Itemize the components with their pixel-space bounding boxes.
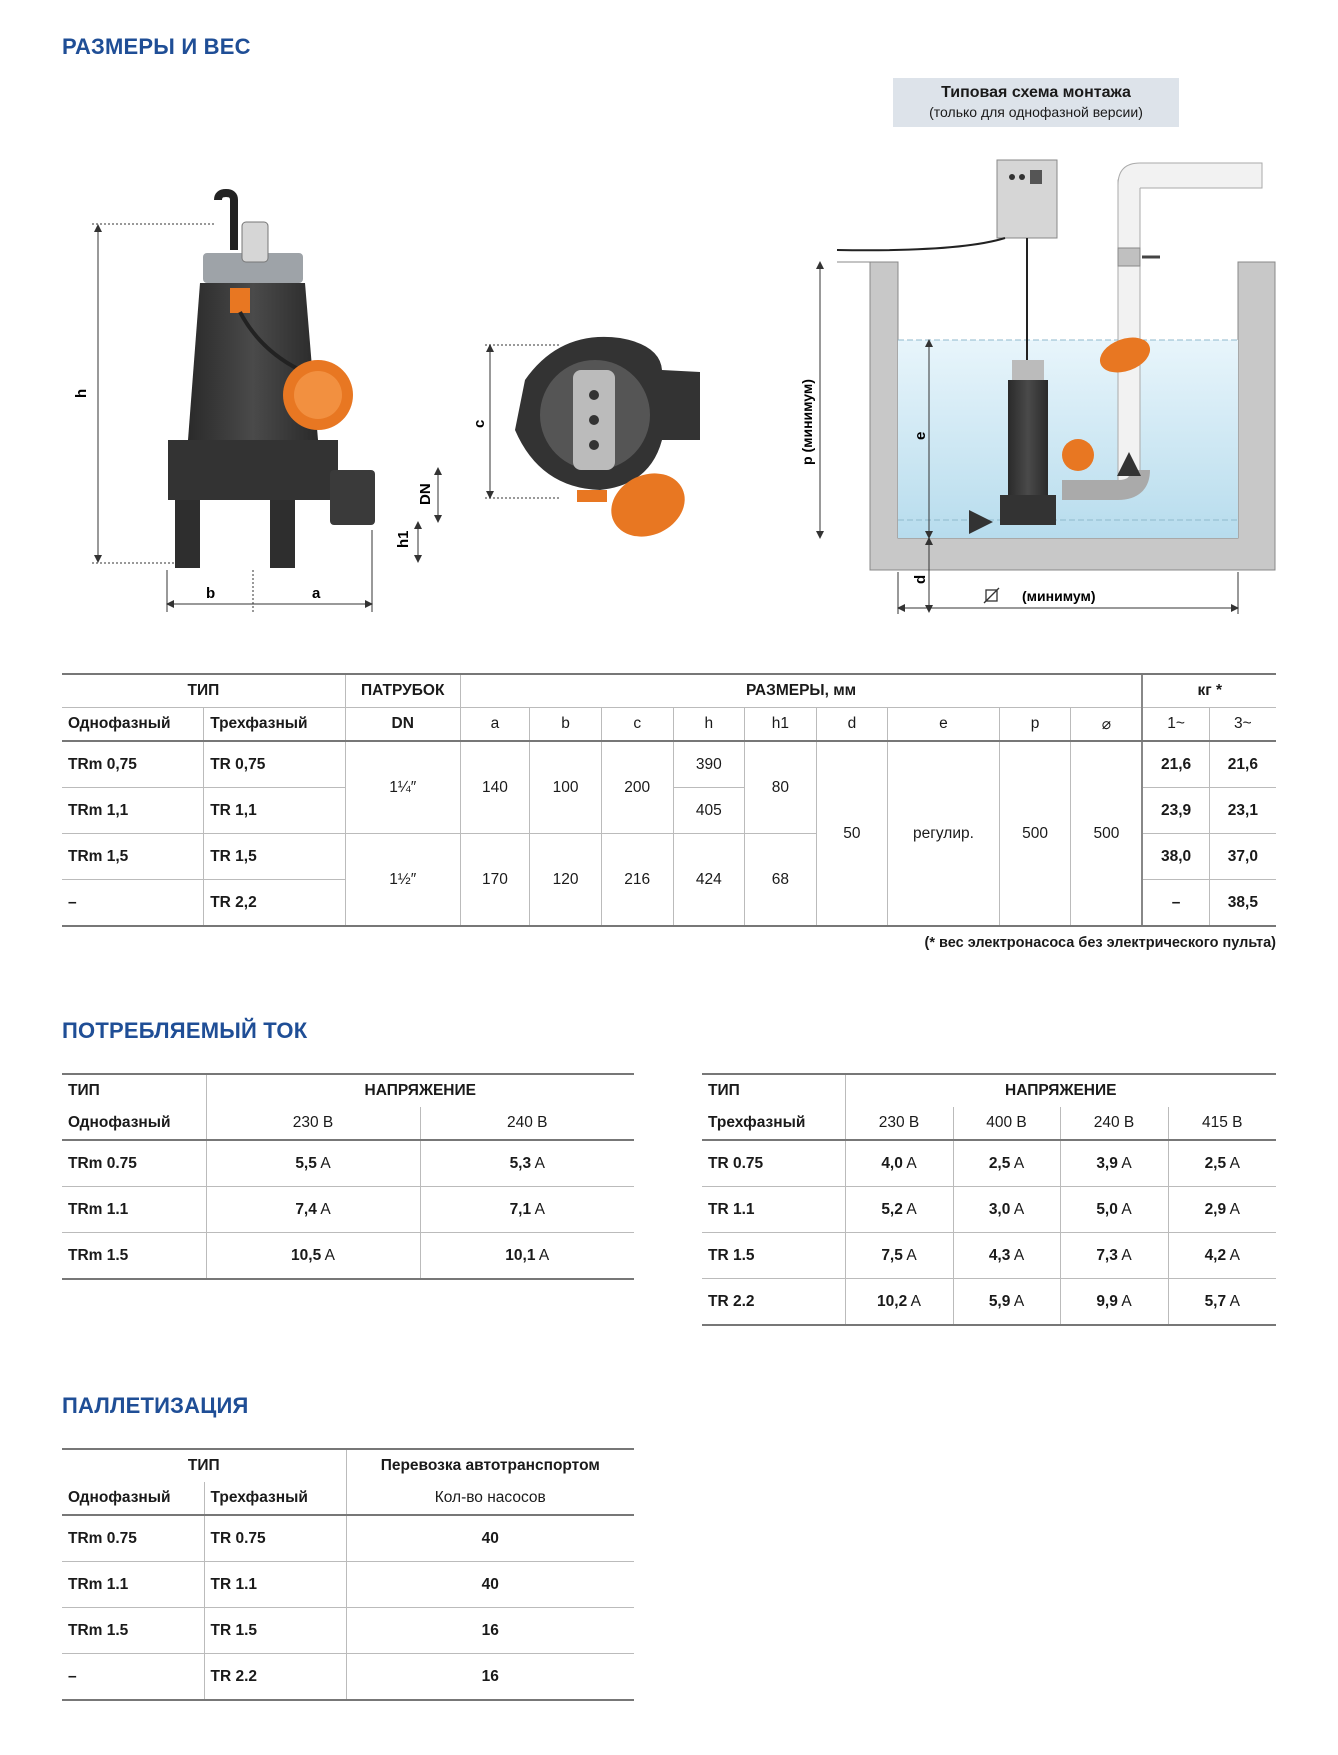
table-row [702, 1187, 1276, 1233]
table-row [62, 1515, 634, 1562]
model-name: TR 2.2 [702, 1279, 845, 1326]
hdr-col-p: p [999, 708, 1071, 742]
hdr-three: Трехфазный [702, 1107, 845, 1140]
current-number: 7,3 [1096, 1246, 1118, 1264]
model-single: TRm 1,5 [62, 834, 204, 880]
hdr-v415: 415 В [1168, 1107, 1276, 1140]
hdr-kg-single: 1~ [1142, 708, 1209, 742]
pump-top-view [515, 337, 700, 548]
current-number: 10,1 [505, 1246, 536, 1264]
hdr-col-d: d [816, 708, 888, 742]
cell-diameter: 500 [1071, 741, 1143, 926]
cell-b: 120 [530, 834, 602, 927]
current-number: 2,9 [1204, 1200, 1227, 1218]
current-three-phase-table [702, 1073, 1276, 1326]
install-scheme-subtitle: (только для однофазной версии) [929, 104, 1143, 120]
weight-footnote: (* вес электронасоса без электрического пульта) [924, 935, 1276, 951]
model-name: TRm 1.5 [62, 1233, 206, 1280]
current-number: 5,0 [1096, 1200, 1118, 1218]
hdr-type: ТИП [62, 674, 345, 708]
hdr-col-h1: h1 [745, 708, 817, 742]
pump-side-view [168, 193, 375, 568]
cell-e: регулир. [888, 741, 1000, 926]
cell-h: 424 [673, 834, 745, 927]
hdr-three: Трехфазный [204, 708, 346, 742]
current-unit: A [1121, 1292, 1132, 1310]
hdr-v240: 240 В [1060, 1107, 1168, 1140]
hdr-v400: 400 В [953, 1107, 1060, 1140]
table-row [62, 1187, 634, 1233]
hdr-type: ТИП [62, 1449, 346, 1482]
model-single: TRm 1.5 [62, 1608, 204, 1654]
current-unit: A [906, 1246, 917, 1264]
model-name: TR 1.5 [702, 1233, 845, 1279]
hdr-transport: Перевозка автотранспортом [346, 1449, 634, 1482]
current-unit: A [1229, 1246, 1240, 1264]
label-h: h [73, 388, 90, 398]
hdr-qty: Кол-во насосов [346, 1482, 634, 1515]
current-value [953, 1140, 1060, 1187]
current-unit: A [320, 1154, 331, 1172]
table-row [62, 1654, 634, 1701]
label-d: d [912, 574, 929, 584]
current-unit: A [324, 1246, 335, 1264]
hdr-col-diameter: ⌀ [1071, 708, 1143, 742]
current-number: 4,3 [988, 1246, 1011, 1264]
model-three: TR 0.75 [204, 1515, 346, 1562]
current-number: 7,5 [881, 1246, 903, 1264]
current-unit: A [538, 1246, 550, 1264]
hdr-v230: 230 В [845, 1107, 953, 1140]
model-name: TRm 1.1 [62, 1187, 206, 1233]
hdr-voltage: НАПРЯЖЕНИЕ [206, 1074, 634, 1107]
current-number: 2,5 [988, 1154, 1011, 1172]
model-three: TR 1,5 [204, 834, 346, 880]
model-three: TR 0,75 [204, 741, 346, 788]
hdr-single: Однофазный [62, 1107, 206, 1140]
current-value [1168, 1140, 1276, 1187]
current-unit: A [906, 1200, 917, 1218]
model-single: – [62, 880, 204, 927]
current-value [845, 1279, 953, 1326]
cell-kg-three: 23,1 [1209, 788, 1276, 834]
hdr-col-a: a [460, 708, 530, 742]
current-unit: A [1229, 1292, 1240, 1310]
current-unit: A [1121, 1246, 1132, 1264]
current-number: 10,2 [877, 1292, 908, 1310]
current-number: 7,1 [509, 1200, 532, 1218]
current-value [1060, 1140, 1168, 1187]
current-unit: A [1229, 1154, 1240, 1172]
table-row [702, 1233, 1276, 1279]
table-row [62, 1562, 634, 1608]
table-row [62, 1608, 634, 1654]
cell-d: 50 [816, 741, 888, 926]
current-unit: A [1013, 1292, 1025, 1310]
hdr-v240: 240 В [420, 1107, 634, 1140]
current-number: 5,5 [295, 1154, 317, 1172]
current-number: 3,9 [1096, 1154, 1118, 1172]
current-value [1060, 1233, 1168, 1279]
pump-quantity: 40 [346, 1515, 634, 1562]
cell-b: 100 [530, 741, 602, 834]
pump-quantity: 16 [346, 1654, 634, 1701]
label-b: b [206, 585, 216, 602]
current-value [420, 1140, 634, 1187]
model-three: TR 1.1 [204, 1562, 346, 1608]
model-three: TR 1,1 [204, 788, 346, 834]
cell-kg-three: 21,6 [1209, 741, 1276, 788]
current-unit: A [1013, 1246, 1025, 1264]
label-c: c [471, 419, 488, 428]
model-three: TR 2.2 [204, 1654, 346, 1701]
cell-kg-single: 38,0 [1142, 834, 1209, 880]
cell-c: 200 [601, 741, 673, 834]
hdr-type: ТИП [62, 1074, 206, 1107]
hdr-v230: 230 В [206, 1107, 420, 1140]
current-number: 10,5 [291, 1246, 322, 1264]
current-unit: A [910, 1292, 921, 1310]
current-value [206, 1233, 420, 1280]
cell-h: 390 [673, 741, 745, 788]
current-number: 4,0 [881, 1154, 903, 1172]
model-name: TR 0.75 [702, 1140, 845, 1187]
cell-a: 140 [460, 741, 530, 834]
current-number: 5,3 [509, 1154, 532, 1172]
model-single: – [62, 1654, 204, 1701]
label-p-min: p (минимум) [799, 379, 815, 465]
hdr-single: Однофазный [62, 708, 204, 742]
model-name: TR 1.1 [702, 1187, 845, 1233]
cell-h: 405 [673, 788, 745, 834]
hdr-nozzle: ПАТРУБОК [345, 674, 460, 708]
label-dn: DN [417, 483, 434, 505]
model-name: TRm 0.75 [62, 1140, 206, 1187]
current-unit: A [906, 1154, 917, 1172]
diameter-symbol [984, 588, 999, 603]
current-value [953, 1187, 1060, 1233]
current-value [1060, 1279, 1168, 1326]
cell-kg-single: – [1142, 880, 1209, 927]
hdr-three: Трехфазный [204, 1482, 346, 1515]
current-number: 5,7 [1204, 1292, 1227, 1310]
table-row [62, 1140, 634, 1187]
pump-quantity: 16 [346, 1608, 634, 1654]
cell-dn: 1½″ [345, 834, 460, 927]
current-value [845, 1140, 953, 1187]
installation-diagram [837, 160, 1275, 570]
model-three: TR 2,2 [204, 880, 346, 927]
hdr-kg-three: 3~ [1209, 708, 1276, 742]
current-number: 9,9 [1096, 1292, 1118, 1310]
current-value [845, 1187, 953, 1233]
cell-kg-single: 21,6 [1142, 741, 1209, 788]
section-title-current: ПОТРЕБЛЯЕМЫЙ ТОК [62, 1018, 308, 1043]
install-scheme-label [893, 78, 1179, 127]
cell-dn: 1¼″ [345, 741, 460, 834]
current-unit: A [534, 1154, 545, 1172]
table-row [62, 1233, 634, 1280]
hdr-dn: DN [345, 708, 460, 742]
hdr-type: ТИП [702, 1074, 845, 1107]
current-number: 3,0 [988, 1200, 1011, 1218]
table-row [702, 1140, 1276, 1187]
section-title-sizes: РАЗМЕРЫ И ВЕС [62, 34, 251, 59]
current-value [1168, 1279, 1276, 1326]
cell-kg-three: 38,5 [1209, 880, 1276, 927]
current-value [953, 1233, 1060, 1279]
cell-c: 216 [601, 834, 673, 927]
cell-p: 500 [999, 741, 1071, 926]
current-unit: A [1121, 1154, 1132, 1172]
hdr-col-h: h [673, 708, 745, 742]
hdr-single: Однофазный [62, 1482, 204, 1515]
palletization-table [62, 1448, 634, 1701]
hdr-col-c: c [601, 708, 673, 742]
current-number: 5,9 [988, 1292, 1011, 1310]
table-row [62, 741, 1276, 788]
current-value [206, 1140, 420, 1187]
label-h1: h1 [395, 530, 412, 548]
cell-kg-single: 23,9 [1142, 788, 1209, 834]
current-value [1060, 1187, 1168, 1233]
current-unit: A [1013, 1200, 1025, 1218]
current-number: 5,2 [881, 1200, 903, 1218]
section-title-pallet: ПАЛЛЕТИЗАЦИЯ [62, 1393, 249, 1418]
current-unit: A [534, 1200, 545, 1218]
hdr-col-e: e [888, 708, 1000, 742]
current-value [420, 1233, 634, 1280]
cell-kg-three: 37,0 [1209, 834, 1276, 880]
current-value [420, 1187, 634, 1233]
current-single-phase-table [62, 1073, 634, 1280]
label-a: a [312, 585, 321, 602]
current-number: 7,4 [295, 1200, 317, 1218]
current-value [953, 1279, 1060, 1326]
dimensions-table [62, 673, 1276, 927]
hdr-kg: кг * [1142, 674, 1276, 708]
model-three: TR 1.5 [204, 1608, 346, 1654]
hdr-sizes: РАЗМЕРЫ, мм [460, 674, 1142, 708]
install-scheme-title: Типовая схема монтажа [941, 84, 1131, 101]
current-number: 4,2 [1204, 1246, 1227, 1264]
current-unit: A [1121, 1200, 1132, 1218]
current-value [1168, 1233, 1276, 1279]
current-unit: A [1013, 1154, 1025, 1172]
model-single: TRm 0,75 [62, 741, 204, 788]
current-number: 2,5 [1204, 1154, 1227, 1172]
label-e: e [912, 431, 929, 440]
model-single: TRm 1,1 [62, 788, 204, 834]
table-row [702, 1279, 1276, 1326]
current-value [845, 1233, 953, 1279]
current-unit: A [320, 1200, 331, 1218]
current-value [206, 1187, 420, 1233]
pump-quantity: 40 [346, 1562, 634, 1608]
model-single: TRm 0.75 [62, 1515, 204, 1562]
hdr-voltage: НАПРЯЖЕНИЕ [845, 1074, 1276, 1107]
hdr-col-b: b [530, 708, 602, 742]
cell-h1: 80 [745, 741, 817, 834]
model-single: TRm 1.1 [62, 1562, 204, 1608]
current-unit: A [1229, 1200, 1240, 1218]
cell-a: 170 [460, 834, 530, 927]
current-value [1168, 1187, 1276, 1233]
cell-h1: 68 [745, 834, 817, 927]
label-diameter-min: (минимум) [1022, 588, 1096, 604]
